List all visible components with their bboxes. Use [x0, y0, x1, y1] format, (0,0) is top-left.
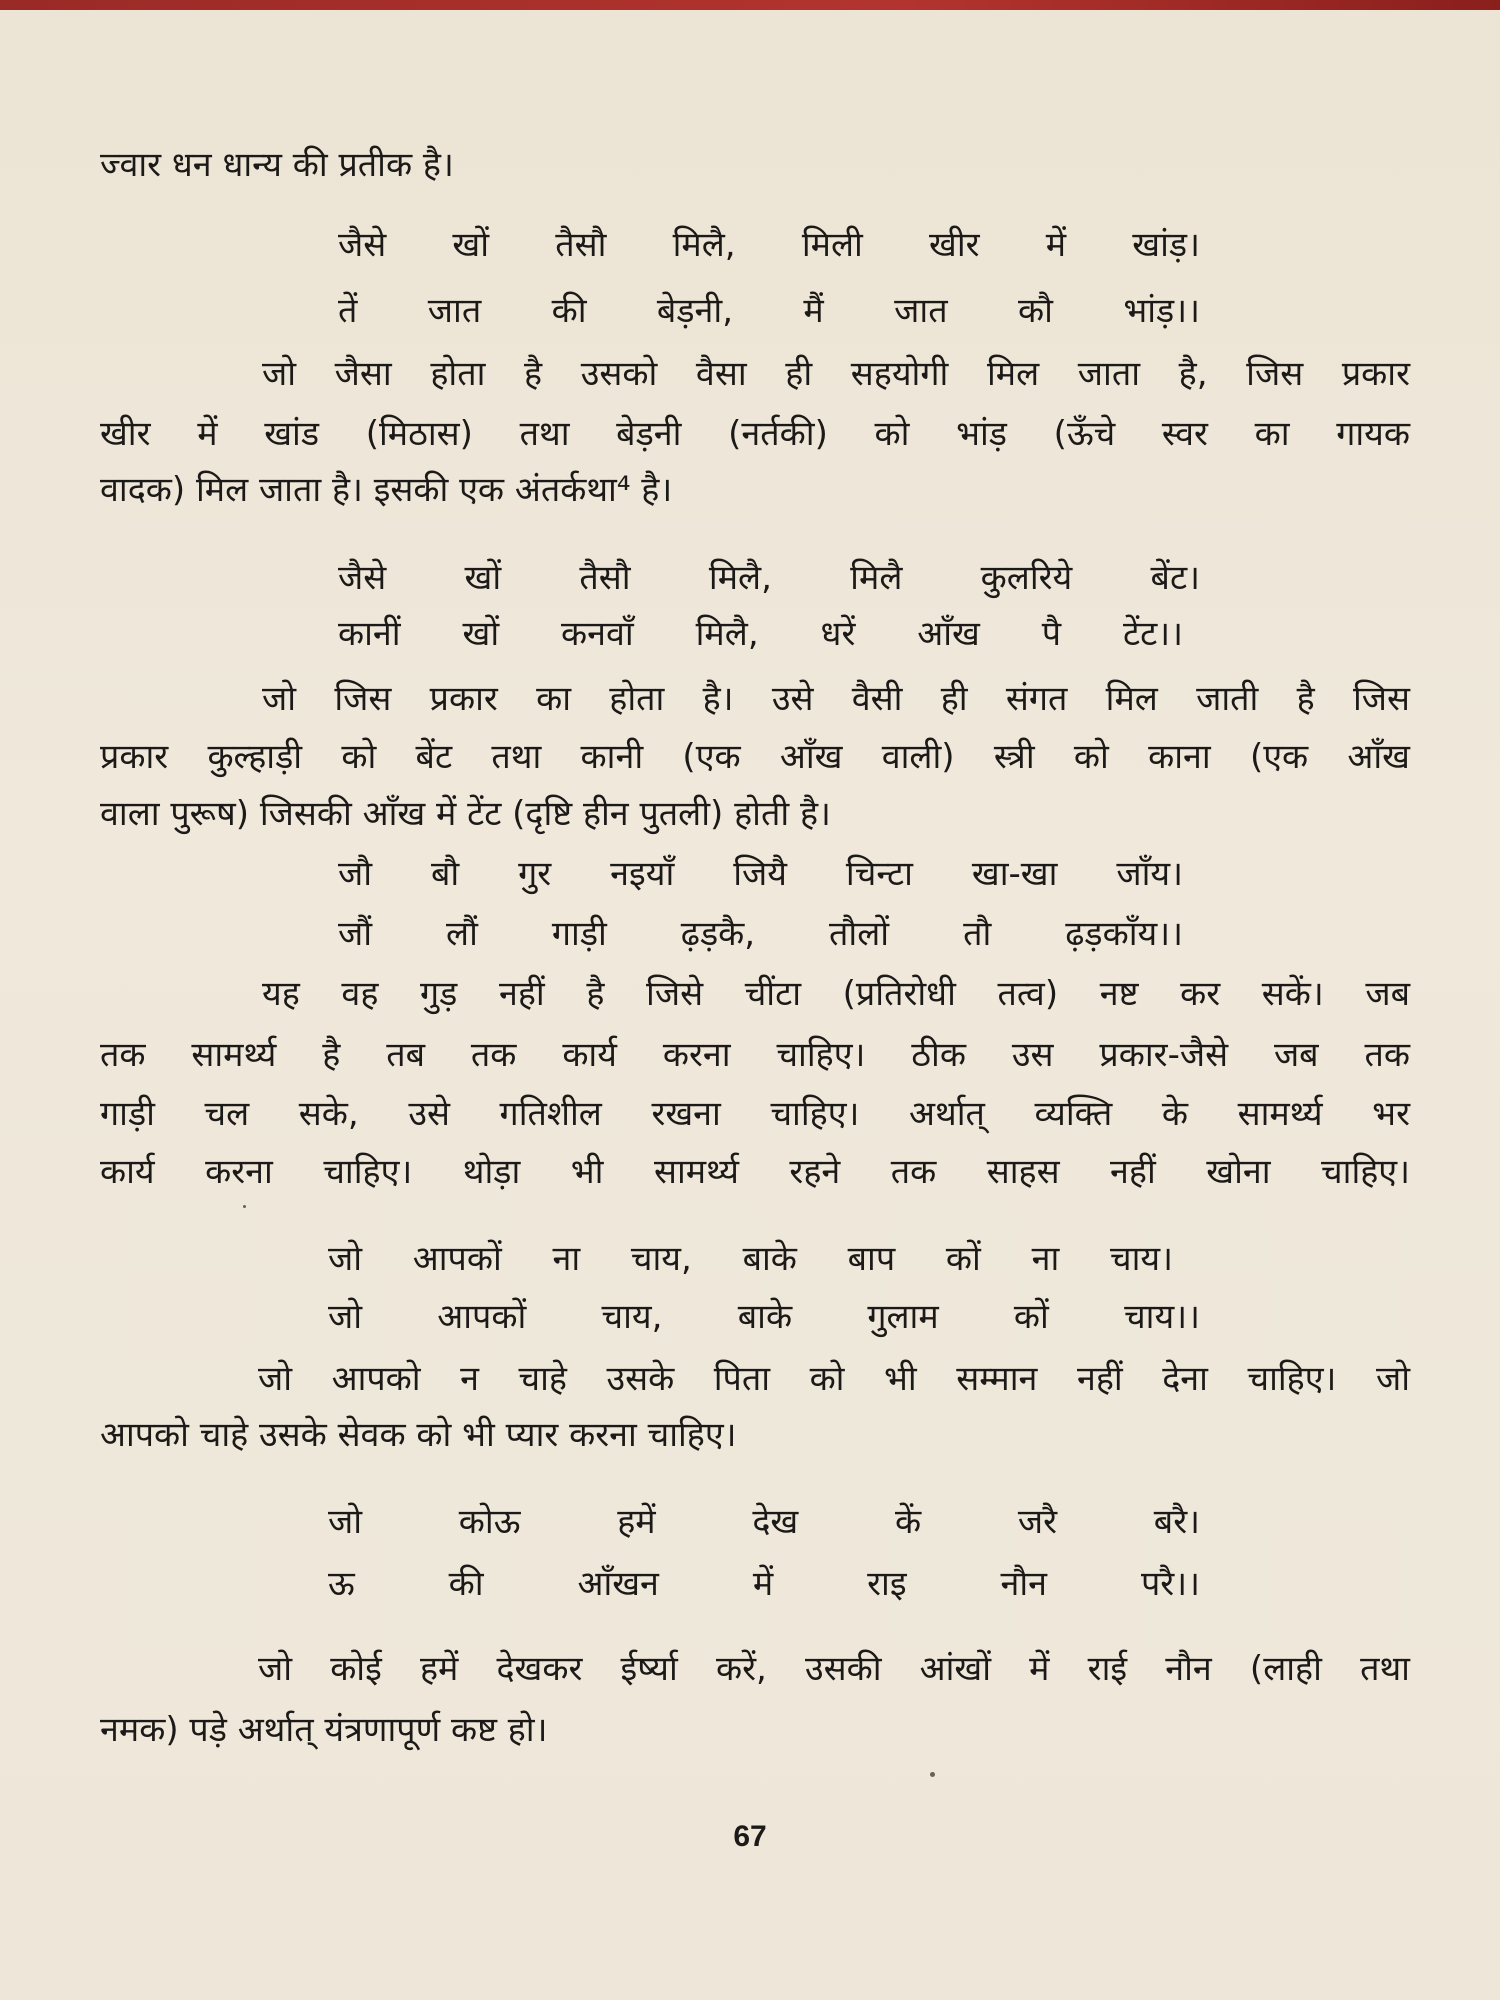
text-line: तक सामर्थ्य है तब तक कार्य करना चाहिए। ठीक उस प्रकार-जैसे जब तक	[100, 1035, 1410, 1075]
text-line: नमक) पड़े अर्थात् यंत्रणापूर्ण कष्ट हो।	[100, 1710, 548, 1750]
text-line: कार्य करना चाहिए। थोड़ा भी सामर्थ्य रहने तक साहस नहीं खोना चाहिए।	[100, 1152, 1410, 1192]
paper-speck	[243, 1205, 246, 1208]
text-line: वाला पुरूष) जिसकी आँख में टेंट (दृष्टि हीन पुतली) होती है।	[100, 794, 831, 834]
text-line: प्रकार कुल्हाड़ी को बेंट तथा कानी (एक आँख वाली) स्त्री को काना (एक आँख	[100, 737, 1410, 777]
text-line: ज्वार धन धान्य की प्रतीक है।	[100, 145, 454, 185]
text-line: जो कोई हमें देखकर ईर्ष्या करें, उसकी आंखों में राई नौन (लाही तथा	[258, 1649, 1410, 1689]
page-top-edge	[0, 0, 1500, 10]
verse-line: जो कोऊ हमें देख कें जरै बरै।	[328, 1502, 1200, 1542]
text-line: गाड़ी चल सके, उसे गतिशील रखना चाहिए। अर्थात् व्यक्ति के सामर्थ्य भर	[100, 1094, 1410, 1134]
verse-line: ऊ की आँखन में राइ नौन परै।।	[328, 1564, 1200, 1604]
paper-speck	[930, 1772, 935, 1777]
text-line: जो जिस प्रकार का होता है। उसे वैसी ही संगत मिल जाती है जिस	[262, 679, 1410, 719]
verse-line: तें जात की बेड़नी, मैं जात कौ भांड़।।	[338, 291, 1200, 331]
verse-line: जौ बौ गुर नइयाँ जियै चिन्टा खा-खा जाँय।	[338, 854, 1183, 894]
page-number: 67	[733, 1820, 767, 1853]
text-line: वादक) मिल जाता है। इसकी एक अंतर्कथा⁴ है।	[100, 470, 673, 510]
text-line: आपको चाहे उसके सेवक को भी प्यार करना चाहिए।	[100, 1415, 737, 1455]
text-line: यह वह गुड़ नहीं है जिसे चींटा (प्रतिरोधी तत्व) नष्ट कर सकें। जब	[262, 974, 1410, 1014]
text-line: जो आपको न चाहे उसके पिता को भी सम्मान नहीं देना चाहिए। जो	[258, 1359, 1410, 1399]
text-line: जो जैसा होता है उसको वैसा ही सहयोगी मिल जाता है, जिस प्रकार	[262, 354, 1410, 394]
text-line: खीर में खांड (मिठास) तथा बेड़नी (नर्तकी) को भांड़ (ऊँचे स्वर का गायक	[100, 414, 1410, 454]
verse-line: जैसे खों तैसौ मिलै, मिली खीर में खांड़।	[338, 225, 1200, 265]
verse-line: जैसे खों तैसौ मिलै, मिलै कुलरिये बेंट।	[338, 558, 1200, 598]
verse-line: जो आपकों चाय, बाके गुलाम कों चाय।।	[328, 1297, 1200, 1337]
verse-line: कानीं खों कनवाँ मिलै, धरें आँख पै टेंट।।	[338, 614, 1183, 654]
verse-line: जौं लौं गाड़ी ढ़ड़कै, तौलों तौ ढ़ड़काँय।।	[338, 914, 1183, 954]
verse-line: जो आपकों ना चाय, बाके बाप कों ना चाय।	[328, 1239, 1173, 1279]
